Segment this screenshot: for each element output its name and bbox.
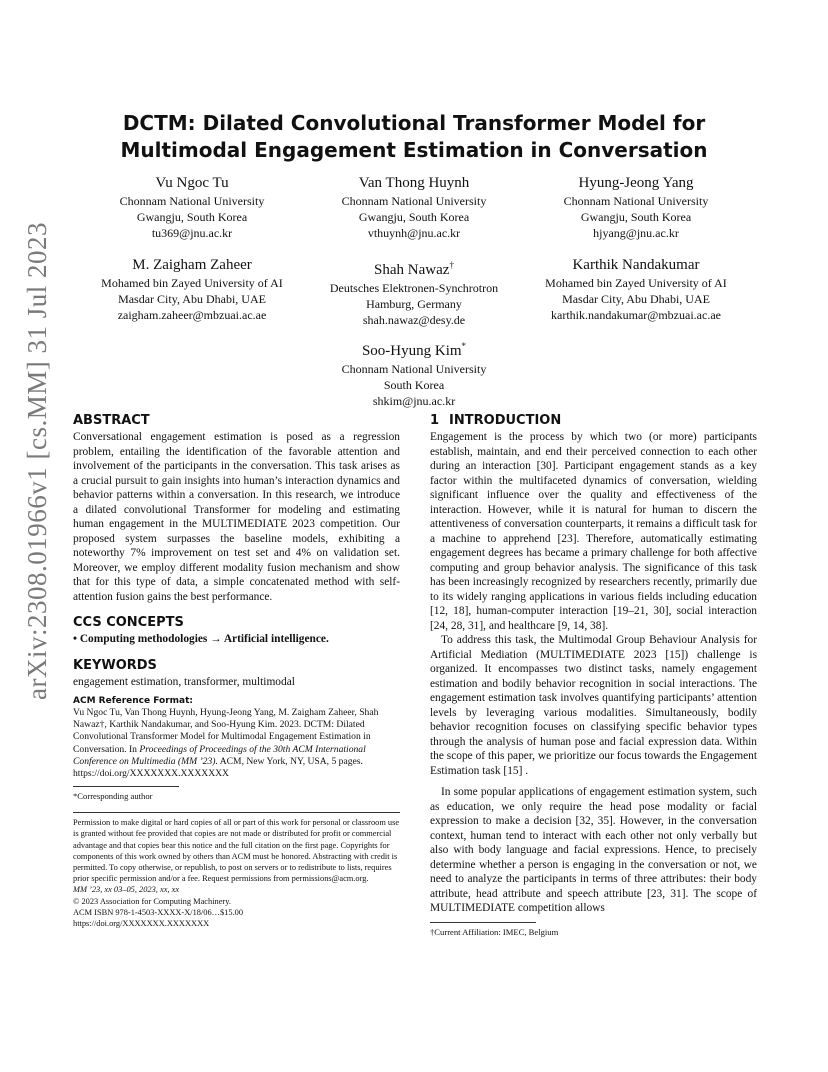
copyright-line: © 2023 Association for Computing Machinery. bbox=[73, 896, 231, 906]
author-affiliation: South Korea bbox=[383, 378, 445, 392]
doi-line: https://doi.org/XXXXXXX.XXXXXXX bbox=[73, 919, 210, 929]
abstract-text: Conversational engagement estimation is posed as a regression problem, entailing the identification of the favorable attention and involvement of the participants in the conversation. This task arises as a crucial pursuit to gain insights into human’s interaction dynamics and behavior patterns within a conversation. In this research, we introduce a dilated convolutional Transformer for modeling and estimating human engagement in the MULTIMEDIATE 2023 competition. Our proposed system surpasses the baseline models, exhibiting a noteworthy 7% improvement on test set and 4% on validation set. Moreover, we employ different modality fusion mechanism and show that for this type of data, a simple concatenated method with self-attention fusion gains the best performance. bbox=[73, 431, 400, 603]
author bbox=[299, 337, 529, 409]
footnote-rule bbox=[73, 786, 179, 787]
author-affiliation: Gwangju, South Korea bbox=[580, 210, 692, 224]
author-email: vthuynh@jnu.ac.kr bbox=[367, 226, 461, 240]
author-name: Karthik Nandakumar bbox=[572, 257, 700, 273]
author bbox=[299, 256, 529, 328]
keywords-heading: KEYWORDS bbox=[73, 657, 157, 673]
author-affiliation: Deutsches Elektronen-Synchrotron bbox=[329, 281, 499, 295]
author-email: tu369@jnu.ac.kr bbox=[151, 226, 233, 240]
author-email: karthik.nandakumar@mbzuai.ac.ae bbox=[551, 308, 721, 322]
permission-rule bbox=[73, 812, 400, 813]
author-email: hjyang@jnu.ac.kr bbox=[593, 226, 679, 240]
author-name-line bbox=[299, 256, 529, 280]
ccs-text: • Computing methodologies → Artificial intelligence. bbox=[73, 633, 329, 645]
permission-notice: Permission to make digital or hard copies of all or part of this work for personal or classroom use is granted without fee provided that copies are not made or distributed for profit or commercial advantage and that copies bear this notice and the full citation on the first page. Copyrights for components of this work owned by others than ACM must be honored. Abstracting with credit is permitted. To copy otherwise, or republish, to post on servers or to redistribute to lists, requires prior specific permission and/or a fee. Request permissions from permissions@acm.org. bbox=[73, 818, 400, 884]
intro-paragraph-1: Engagement is the process by which two (or more) participants establish, maintain, and end their perceived connection to each other during an interaction [30]. Participant engagement stands as a key factor within the multifaceted dynamics of conversation, wielding significant influence over the quality and effectiveness of the interaction. However, while it is natural for human to discern the attentiveness of conversation counterparts, it remains a difficult task for a machine to apprehend [23]. Therefore, automatically estimating engagement degrees has became a primary challenge for both affective computing and group behavior analysis. The significance of this task has been increasingly recognized by researchers recently, primarily due to its widely ranging applications in various fields including education [12, 18], human-computer interaction [19–21, 30], social interaction [24, 28, 31], and healthcare [9, 14, 38]. bbox=[430, 431, 757, 632]
paper-title: DCTM: Dilated Convolutional Transformer Model for Multimodal Engagement Estimation in Conversation bbox=[120, 111, 708, 162]
abstract-heading: ABSTRACT bbox=[73, 413, 150, 428]
ccs-heading: CCS CONCEPTS bbox=[73, 615, 184, 630]
intro-paragraph-2: To address this task, the Multimodal Group Behaviour Analysis for Artificial Mediation (MULTIMEDIATE 2023 [15]) challenge is organized. It encompasses two distinct tasks, namely engagement estimation and bodily behavior recognition in social interactions. The engagement estimation task involves quantifying participants’ attention levels by leveraging various modalities. Simultaneously, bodily behavior recognition focuses on classifying specific behavior types through the analysis of human pose and facial expression data. Within the scope of this paper, we prioritize our focus towards the Engagement Estimation task [15] . bbox=[430, 634, 757, 777]
author-name-line bbox=[299, 337, 529, 361]
right-column bbox=[430, 412, 757, 938]
author bbox=[521, 256, 751, 323]
intro-paragraph-3: In some popular applications of engagement estimation system, such as education, we only require the head pose modality or facial expression to make a decision [32, 35]. However, in the conversation context, human tend to interact with each other not only verbally but also with body language and facial expressions. Hence, to precisely determine whether a person is engaging in the conversation or not, we need to analyze the participants in terms of three attributes: their body attribute, head attribute and speech attribute [23, 31]. The scope of MULTIMEDIATE competition allows bbox=[430, 786, 757, 914]
author-affiliation: Mohamed bin Zayed University of AI bbox=[101, 276, 283, 290]
author-affiliation: Gwangju, South Korea bbox=[136, 210, 248, 224]
author bbox=[521, 174, 751, 241]
conference-line: MM ’23, xx 03–05, 2023, xx, xx bbox=[73, 885, 180, 895]
author-email: zaigham.zaheer@mbzuai.ac.ae bbox=[117, 308, 267, 322]
author-name: Vu Ngoc Tu bbox=[155, 175, 229, 191]
author-affiliation: Chonnam National University bbox=[341, 194, 487, 208]
author-email: shkim@jnu.ac.kr bbox=[372, 394, 456, 408]
author-footnote-mark: † bbox=[449, 260, 454, 270]
author-email: shah.nawaz@desy.de bbox=[362, 313, 466, 327]
affiliation-footnote: †Current Affiliation: IMEC, Belgium bbox=[430, 926, 559, 937]
section-number: 1 bbox=[430, 413, 440, 428]
author-affiliation: Chonnam National University bbox=[119, 194, 265, 208]
acm-reference-heading: ACM Reference Format: bbox=[73, 696, 193, 706]
author bbox=[299, 174, 529, 241]
right-footnote-rule bbox=[430, 922, 536, 923]
author-footnote-mark: * bbox=[461, 341, 467, 351]
arxiv-identifier: arXiv:2308.01966v1 [cs.MM] 31 Jul 2023 bbox=[22, 222, 52, 700]
author-affiliation: Hamburg, Germany bbox=[366, 297, 462, 311]
author-affiliation: Chonnam National University bbox=[563, 194, 709, 208]
author-name: Soo-Hyung Kim bbox=[361, 343, 462, 359]
section-title: INTRODUCTION bbox=[449, 413, 562, 428]
isbn-line: ACM ISBN 978-1-4503-XXXX-X/18/06…$15.00 bbox=[73, 907, 244, 917]
author-affiliation: Masdar City, Abu Dhabi, UAE bbox=[562, 292, 710, 306]
acm-reference-text bbox=[73, 707, 400, 780]
author-affiliation: Mohamed bin Zayed University of AI bbox=[545, 276, 727, 290]
author-name: Shah Nawaz bbox=[374, 262, 450, 278]
author-affiliation: Chonnam National University bbox=[341, 362, 487, 376]
acm-reference-tail: ACM, New York, NY, USA, 5 pages. https://doi.org/XXXXXXX.XXXXXXX bbox=[73, 755, 363, 780]
author-name: Hyung-Jeong Yang bbox=[578, 175, 694, 191]
corresponding-author-footnote: *Corresponding author bbox=[73, 791, 153, 802]
keywords-text: engagement estimation, transformer, multimodal bbox=[73, 675, 295, 688]
left-column bbox=[73, 412, 400, 929]
acm-reference-venue: Proceedings of Proceedings of the 30th ACM International Conference on Multimedia (MM ’23). bbox=[73, 743, 366, 767]
author-affiliation: Gwangju, South Korea bbox=[358, 210, 470, 224]
author bbox=[77, 174, 307, 241]
introduction-heading bbox=[430, 412, 757, 430]
author bbox=[77, 256, 307, 323]
author-affiliation: Masdar City, Abu Dhabi, UAE bbox=[118, 292, 266, 306]
author-name: Van Thong Huynh bbox=[358, 175, 470, 191]
acm-reference-authors: Vu Ngoc Tu, Van Thong Huynh, Hyung-Jeong Yang, M. Zaigham Zaheer, Shah Nawaz†, Karthik Nandakumar, and Soo-Hyung Kim. 2023. DCTM: Dilated Convolutional Transformer Model for Multimodal Engagement Estimation in Conversation. In bbox=[73, 707, 379, 755]
author-name: M. Zaigham Zaheer bbox=[132, 257, 252, 273]
